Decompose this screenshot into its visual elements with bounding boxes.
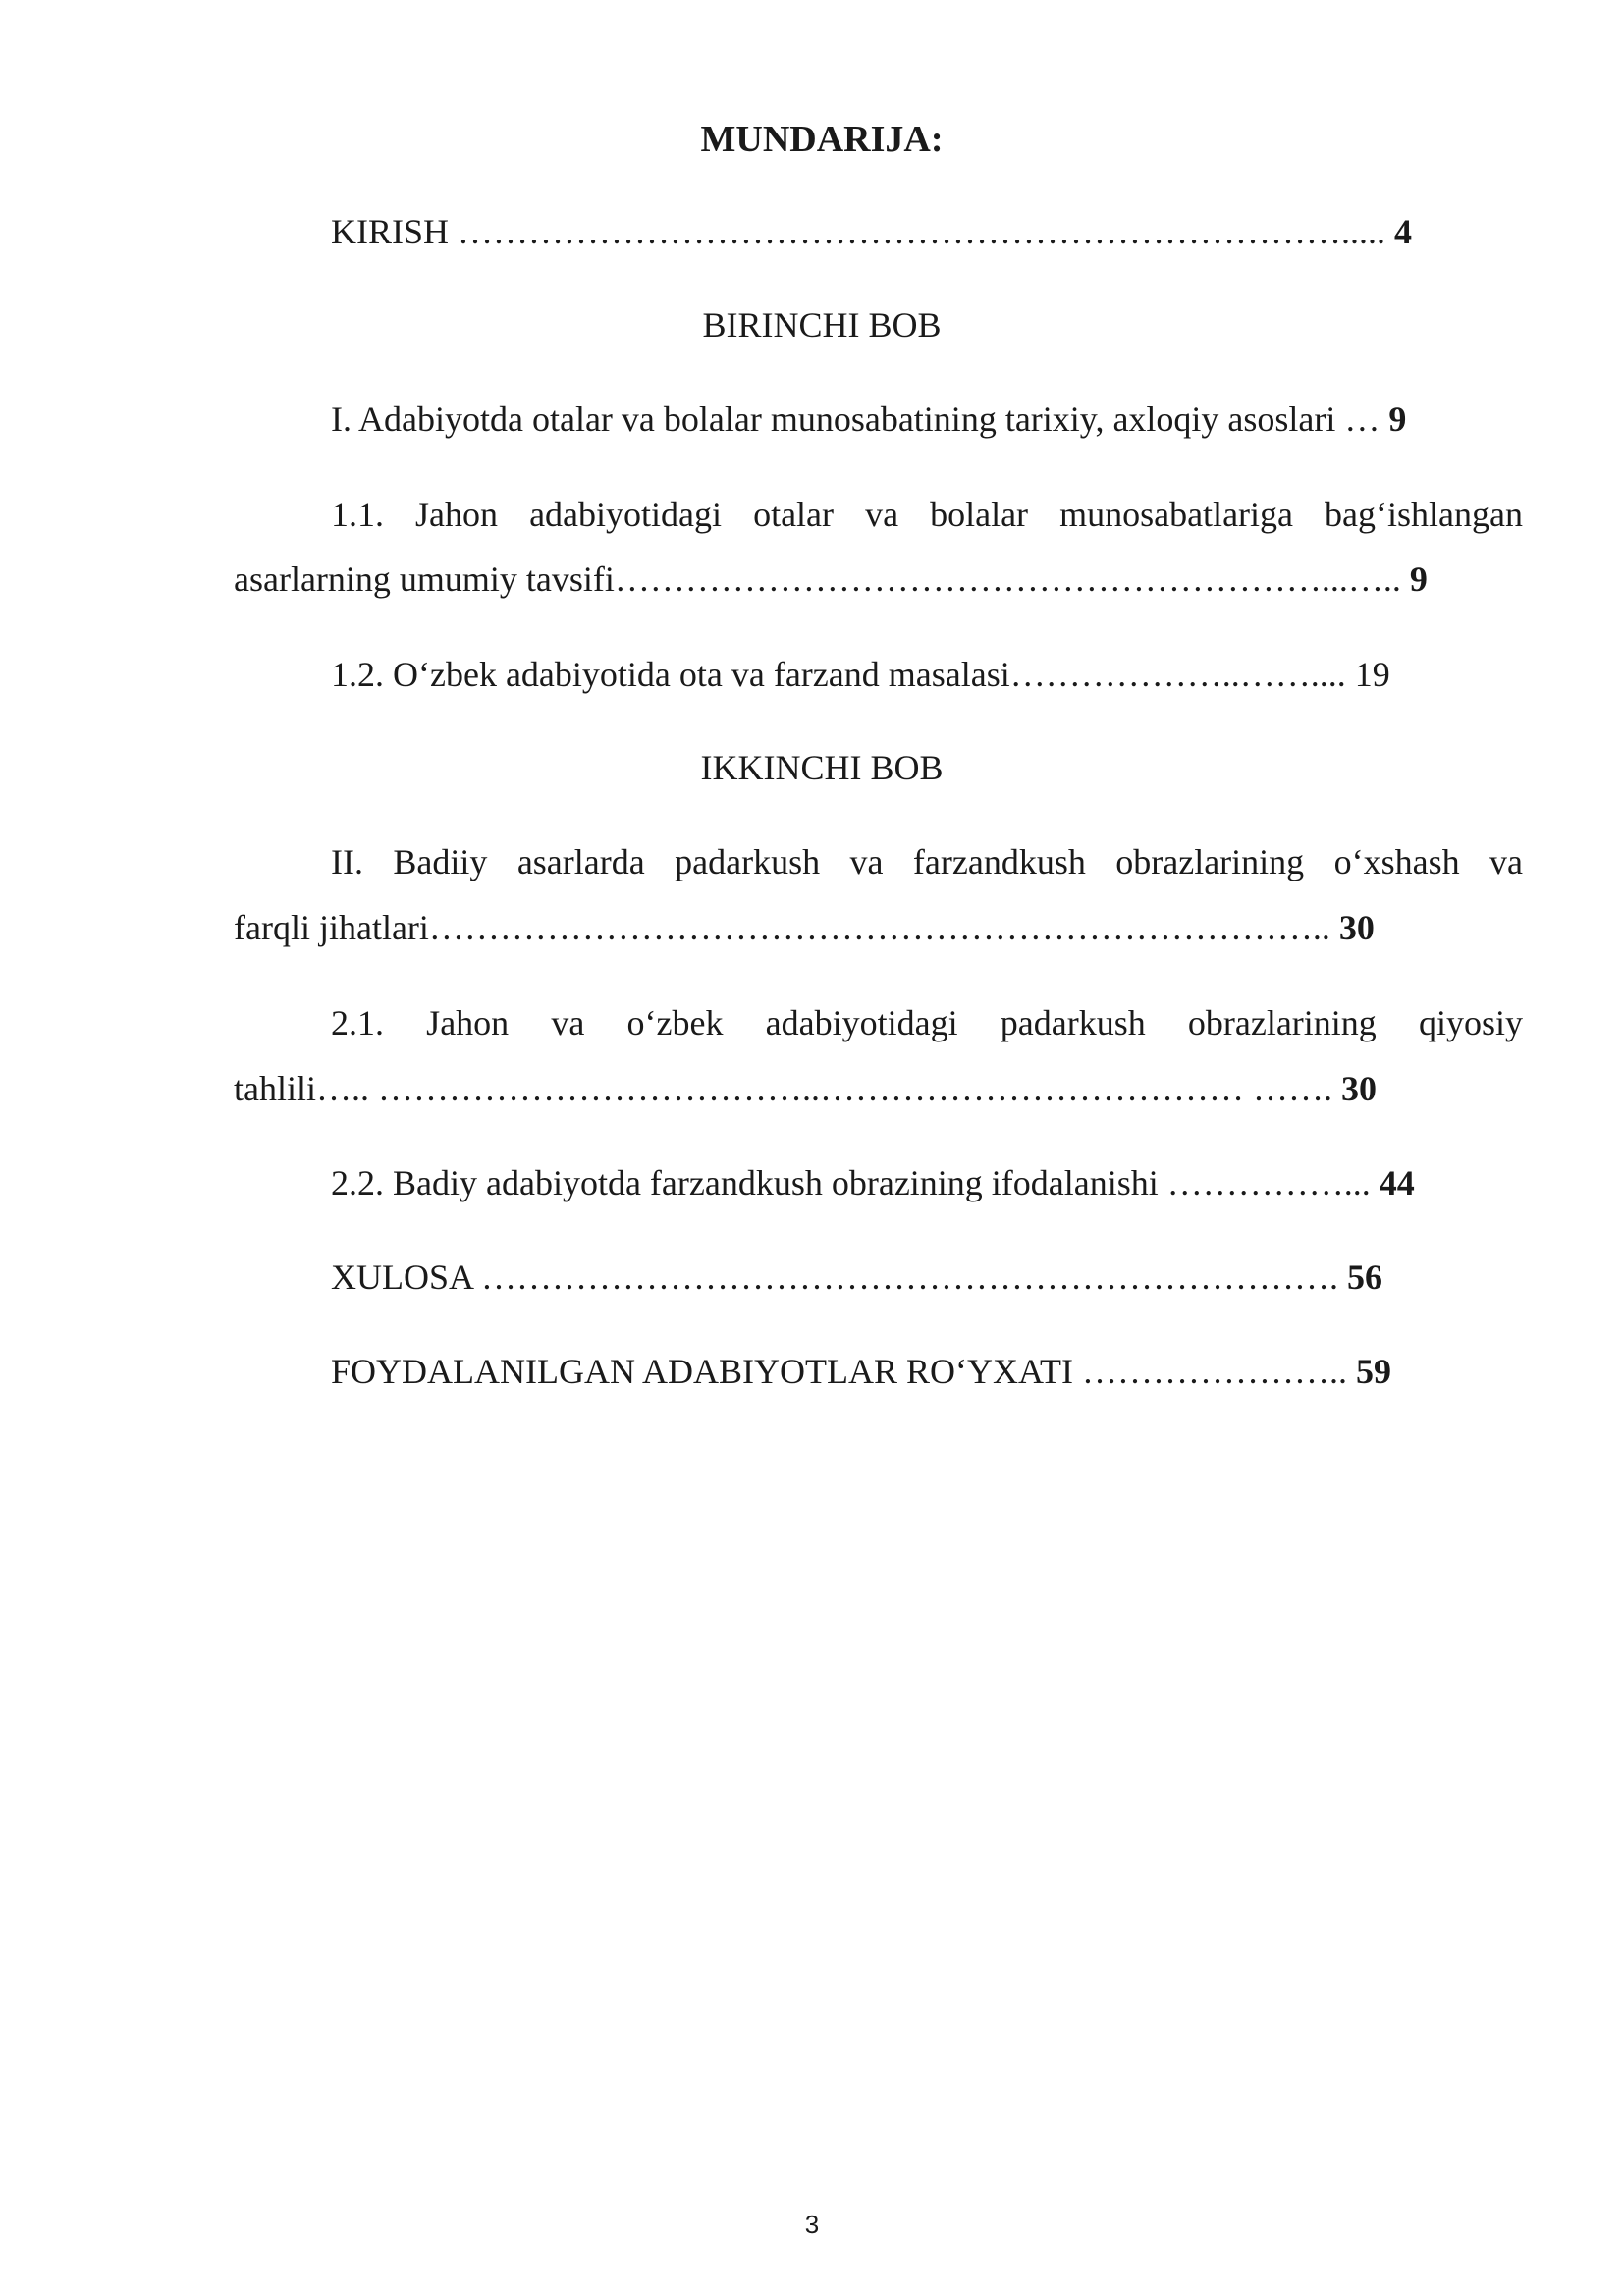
- toc-page-number: 44: [1379, 1163, 1415, 1202]
- toc-page-number: 56: [1347, 1257, 1383, 1297]
- toc-page-number: 4: [1394, 212, 1413, 251]
- toc-entry-label: KIRISH: [331, 212, 450, 251]
- toc-leader-dots: ……………………………………………………...…..: [614, 560, 1410, 599]
- toc-entry-kirish[interactable]: [331, 209, 1412, 254]
- toc-entry-label-line2: tahlili: [234, 1069, 316, 1108]
- toc-entry-label-line1: 2.1. Jahon va o‘zbek adabiyotidagi padarkush obrazlarining qiyosiy: [331, 1003, 1523, 1042]
- toc-leader-dots: ……………...: [1158, 1163, 1380, 1202]
- toc-entry-label-line1: 1.1. Jahon adabiyotidagi otalar va bolalar munosabatlariga bag‘ishlangan: [331, 495, 1523, 534]
- toc-title: MUNDARIJA:: [700, 119, 944, 160]
- toc-entry-label: 1.2. O‘zbek adabiyotida ota va farzand masalasi: [331, 655, 1010, 694]
- toc-leader-dots: …………………………………………………………………..: [428, 908, 1339, 947]
- toc-page-number: 9: [1388, 400, 1407, 439]
- toc-entry-label-line2-row: [234, 1066, 1377, 1111]
- chapter-heading-1: BIRINCHI BOB: [702, 305, 942, 345]
- toc-entry-chapter-1[interactable]: [331, 397, 1406, 442]
- toc-entry-label: XULOSA: [331, 1257, 473, 1297]
- chapter-heading-2: IKKINCHI BOB: [700, 748, 944, 787]
- toc-page-number: 30: [1341, 1069, 1377, 1108]
- toc-leader-dots: ……………………………………………………………….: [472, 1257, 1348, 1297]
- toc-entry-xulosa[interactable]: [331, 1255, 1382, 1300]
- toc-entry-label-line2: farqli jihatlari: [234, 908, 429, 947]
- toc-entry-label-line1: II. Badiiy asarlarda padarkush va farzandkush obrazlarining o‘xshash va: [331, 842, 1523, 881]
- page-number-footer: 3: [804, 2210, 820, 2239]
- toc-entry-label: 2.2. Badiy adabiyotda farzandkush obrazining ifodalanishi: [331, 1163, 1159, 1202]
- toc-page-number: 30: [1338, 908, 1375, 947]
- toc-entry-label-line2-row: [234, 557, 1428, 602]
- toc-page-number: 59: [1355, 1352, 1391, 1391]
- toc-entry-label: I. Adabiyotda otalar va bolalar munosabatining tarixiy, axloqiy asoslari: [331, 400, 1336, 439]
- toc-entry-label: FOYDALANILGAN ADABIYOTLAR RO‘YXATI: [331, 1352, 1073, 1391]
- toc-entry-section-2-2[interactable]: [331, 1160, 1415, 1205]
- toc-leader-dots: …: [1335, 400, 1389, 439]
- toc-leader-dots: …………………..: [1072, 1352, 1356, 1391]
- toc-leader-dots: ….. ………………………………..……………………………… …….: [316, 1069, 1341, 1108]
- toc-page-number: 9: [1409, 560, 1428, 599]
- toc-entry-label-line2-row: [234, 905, 1375, 950]
- toc-page-number: 19: [1345, 655, 1390, 694]
- toc-leader-dots: ………………………………………………………………….....: [449, 212, 1395, 251]
- toc-entry-label-line2: asarlarning umumiy tavsifi: [234, 560, 615, 599]
- toc-leader-dots: ………………..……....: [1009, 655, 1346, 694]
- toc-entry-section-1-2[interactable]: [331, 652, 1390, 697]
- toc-entry-adabiyotlar[interactable]: [331, 1349, 1391, 1394]
